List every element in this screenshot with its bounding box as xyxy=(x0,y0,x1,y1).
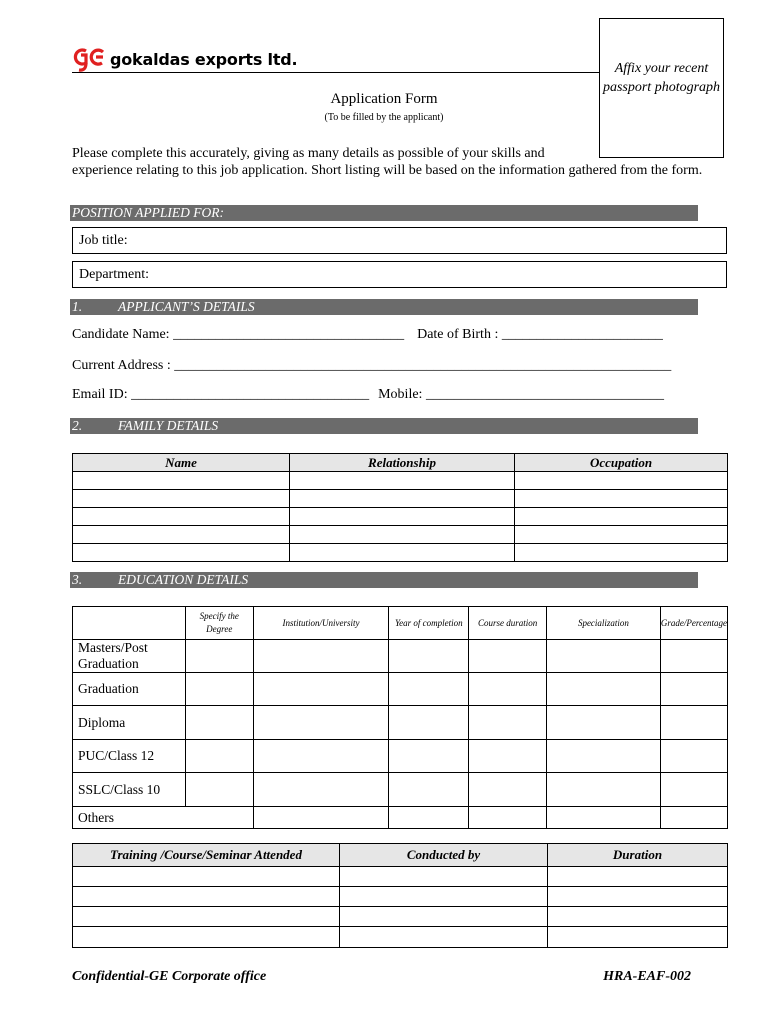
table-cell[interactable] xyxy=(389,773,469,807)
job-title-field[interactable] xyxy=(72,227,727,254)
training-header-row xyxy=(73,844,728,867)
table-row xyxy=(73,544,728,562)
table-cell[interactable] xyxy=(290,472,515,490)
table-cell[interactable] xyxy=(469,673,547,706)
table-cell[interactable] xyxy=(515,526,728,544)
education-header-row xyxy=(73,607,728,640)
table-row xyxy=(73,887,728,907)
table-cell[interactable] xyxy=(389,706,469,740)
table-cell[interactable] xyxy=(548,907,728,927)
edu-col-specialization: Specialization xyxy=(547,607,661,640)
table-cell[interactable] xyxy=(253,807,389,829)
table-cell[interactable] xyxy=(547,740,661,773)
edu-col-year: Year of completion xyxy=(389,607,469,640)
table-cell[interactable] xyxy=(547,706,661,740)
table-cell[interactable] xyxy=(547,673,661,706)
table-cell[interactable] xyxy=(389,673,469,706)
contact-row xyxy=(72,387,692,403)
table-cell[interactable] xyxy=(185,706,253,740)
table-cell[interactable] xyxy=(290,526,515,544)
table-cell[interactable] xyxy=(253,673,389,706)
table-cell[interactable] xyxy=(660,807,727,829)
intro-text xyxy=(72,145,712,179)
table-cell[interactable] xyxy=(548,927,728,948)
training-col-course: Training /Course/Seminar Attended xyxy=(73,844,340,867)
table-cell[interactable] xyxy=(73,472,290,490)
table-cell[interactable] xyxy=(290,544,515,562)
table-cell[interactable] xyxy=(469,640,547,673)
table-cell[interactable] xyxy=(73,907,340,927)
candidate-row xyxy=(72,327,692,343)
table-cell[interactable] xyxy=(547,773,661,807)
table-row xyxy=(73,773,728,807)
table-row xyxy=(73,867,728,887)
header-rule xyxy=(72,72,600,73)
table-cell[interactable] xyxy=(340,887,548,907)
table-cell[interactable] xyxy=(547,807,661,829)
candidate-name-field[interactable]: Candidate Name: _________________________________ xyxy=(72,327,405,342)
footer-confidential: Confidential-GE Corporate office xyxy=(72,969,267,984)
table-cell[interactable] xyxy=(548,867,728,887)
department-field[interactable] xyxy=(72,261,727,288)
table-cell[interactable] xyxy=(660,673,727,706)
table-cell[interactable] xyxy=(660,640,727,673)
table-cell[interactable] xyxy=(389,640,469,673)
table-cell[interactable] xyxy=(340,867,548,887)
edu-row-label: Masters/Post Graduation xyxy=(73,640,186,673)
table-cell[interactable] xyxy=(340,907,548,927)
company-name: gokaldas exports ltd. xyxy=(110,49,298,69)
table-cell[interactable] xyxy=(73,526,290,544)
table-cell[interactable] xyxy=(185,773,253,807)
family-col-relationship: Relationship xyxy=(290,454,515,472)
company-logo xyxy=(72,44,297,74)
table-row xyxy=(73,508,728,526)
table-cell[interactable] xyxy=(73,867,340,887)
training-table xyxy=(72,843,728,948)
address-field[interactable]: Current Address : _______________________________________________________________________ xyxy=(72,358,672,373)
edu-col-degree: Specify the Degree xyxy=(185,607,253,640)
table-cell[interactable] xyxy=(469,807,547,829)
table-cell[interactable] xyxy=(185,673,253,706)
section-applicant xyxy=(70,299,698,315)
section-education xyxy=(70,572,698,588)
table-cell[interactable] xyxy=(660,706,727,740)
table-cell[interactable] xyxy=(73,508,290,526)
table-cell[interactable] xyxy=(515,472,728,490)
table-row xyxy=(73,673,728,706)
table-cell[interactable] xyxy=(73,927,340,948)
section-applicant-heading: APPLICANT’S DETAILS xyxy=(118,299,255,314)
table-cell[interactable] xyxy=(515,544,728,562)
dob-field[interactable]: Date of Birth : _______________________ xyxy=(417,327,663,342)
table-cell[interactable] xyxy=(660,740,727,773)
table-cell[interactable] xyxy=(73,490,290,508)
training-col-duration: Duration xyxy=(548,844,728,867)
section-position-heading: POSITION APPLIED FOR: xyxy=(72,205,224,220)
table-row xyxy=(73,907,728,927)
table-row xyxy=(73,740,728,773)
section-education-number: 3. xyxy=(72,572,83,587)
edu-row-label: Others xyxy=(73,807,254,829)
edu-col-institution: Institution/University xyxy=(253,607,389,640)
intro-line-1: Please complete this accurately, giving as many details as possible of your skills and xyxy=(72,146,545,161)
table-row xyxy=(73,640,728,673)
table-cell[interactable] xyxy=(73,544,290,562)
department-label: Department: xyxy=(79,267,149,282)
address-row xyxy=(72,358,692,374)
table-row xyxy=(73,490,728,508)
photo-box: Affix your recent passport photograph xyxy=(599,18,724,158)
section-education-heading: EDUCATION DETAILS xyxy=(118,572,249,587)
table-cell[interactable] xyxy=(515,490,728,508)
section-position xyxy=(70,205,698,221)
table-cell[interactable] xyxy=(547,640,661,673)
email-field[interactable]: Email ID: __________________________________ xyxy=(72,387,370,402)
edu-row-label: SSLC/Class 10 xyxy=(73,773,186,807)
form-subtitle: (To be filled by the applicant) xyxy=(324,112,444,123)
table-cell[interactable] xyxy=(389,807,469,829)
intro-line-2: experience relating to this job application. Short listing will be based on the information gathered from the form. xyxy=(72,163,703,178)
table-cell[interactable] xyxy=(73,887,340,907)
table-cell[interactable] xyxy=(469,773,547,807)
table-cell[interactable] xyxy=(389,740,469,773)
edu-col-blank xyxy=(73,607,186,640)
table-cell[interactable] xyxy=(469,706,547,740)
mobile-field[interactable]: Mobile: __________________________________ xyxy=(378,387,664,402)
family-table xyxy=(72,453,728,562)
ge-logo-icon xyxy=(72,45,106,73)
edu-row-label: Diploma xyxy=(73,706,186,740)
form-title: Application Form xyxy=(330,91,438,107)
table-row xyxy=(73,472,728,490)
section-family xyxy=(70,418,698,434)
edu-col-duration: Course duration xyxy=(469,607,547,640)
table-cell[interactable] xyxy=(548,887,728,907)
job-title-label: Job title: xyxy=(79,233,128,248)
family-col-occupation: Occupation xyxy=(515,454,728,472)
education-table xyxy=(72,606,728,829)
training-col-conducted-by: Conducted by xyxy=(340,844,548,867)
family-col-name: Name xyxy=(73,454,290,472)
table-cell[interactable] xyxy=(469,740,547,773)
section-family-number: 2. xyxy=(72,418,83,433)
table-cell[interactable] xyxy=(515,508,728,526)
edu-row-label: Graduation xyxy=(73,673,186,706)
table-row xyxy=(73,526,728,544)
table-cell[interactable] xyxy=(185,740,253,773)
table-row xyxy=(73,927,728,948)
table-cell[interactable] xyxy=(290,508,515,526)
family-header-row xyxy=(73,454,728,472)
edu-col-grade: Grade/Percentage xyxy=(660,607,727,640)
table-row xyxy=(73,706,728,740)
table-cell[interactable] xyxy=(660,773,727,807)
section-family-heading: FAMILY DETAILS xyxy=(118,418,219,433)
table-cell[interactable] xyxy=(185,640,253,673)
edu-row-label: PUC/Class 12 xyxy=(73,740,186,773)
footer-form-code: HRA-EAF-002 xyxy=(603,969,691,984)
table-cell[interactable] xyxy=(290,490,515,508)
table-cell[interactable] xyxy=(253,773,389,807)
table-row xyxy=(73,807,728,829)
table-cell[interactable] xyxy=(253,640,389,673)
table-cell[interactable] xyxy=(253,706,389,740)
section-applicant-number: 1. xyxy=(72,299,83,314)
table-cell[interactable] xyxy=(253,740,389,773)
table-cell[interactable] xyxy=(340,927,548,948)
